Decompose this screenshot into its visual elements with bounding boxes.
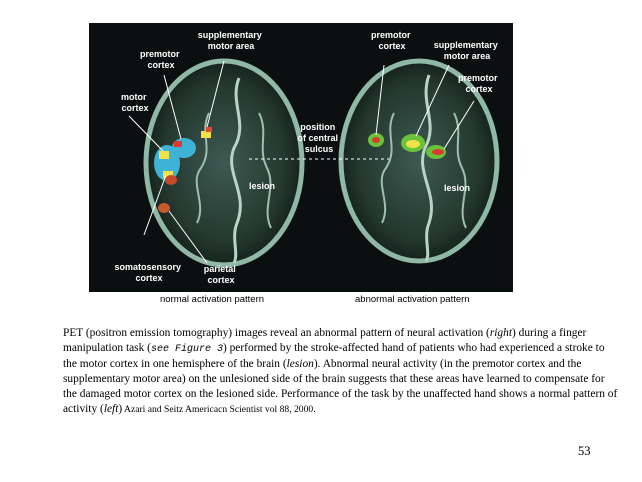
text-segment: ): [118, 402, 123, 415]
label-premotor-left: premotor cortex: [139, 49, 180, 70]
text-segment: PET (positron emission tomography) images reveal an abnormal pattern of neural activation (: [63, 327, 490, 339]
label-supplementary-motor-left: supplementary motor area: [197, 30, 262, 51]
text-segment: ). Abnormal neural activity (in the premotor cortex and the supplementary motor area) on the unlesioned side of the brain suggests that these areas have learned to compensate for the damaged motor cortex on the lesioned side. Performance of the task by the unaffected hand shows a normal pattern of activity (: [63, 358, 618, 415]
label-premotor-right: premotor cortex: [457, 73, 498, 94]
label-parietal: parietal cortex: [203, 264, 236, 285]
label-premotor-right-top: premotor cortex: [370, 30, 411, 51]
text-segment: ) performed by the stroke-affected hand of patients who had experienced a stroke to the motor cortex in one hemisphere of the brain (: [63, 341, 605, 371]
citation: Azari and Seitz Americacn Scientist vol 88, 2000.: [122, 403, 316, 415]
text-italic-right: right: [489, 327, 512, 339]
label-central-sulcus: position of central sulcus: [297, 122, 338, 154]
pet-scan-figure: [89, 23, 513, 292]
label-lesion-left: lesion: [249, 181, 276, 191]
label-lesion-right: lesion: [444, 183, 471, 193]
label-motor-cortex-left: motor cortex: [120, 92, 149, 113]
text-italic-see-figure: see Figure 3: [150, 343, 223, 355]
pet-scan-image: [89, 23, 513, 292]
label-somatosensory: somatosensory cortex: [114, 262, 182, 283]
body-paragraph: [63, 326, 619, 417]
text-italic-lesion: lesion: [286, 358, 314, 371]
label-supplementary-motor-right: supplementary motor area: [433, 40, 498, 61]
text-segment: ) during a finger manipulation task (: [63, 327, 587, 354]
left-brain-scan: [146, 61, 302, 265]
caption-abnormal-activation: abnormal activation pattern: [355, 294, 470, 305]
caption-normal-activation: normal activation pattern: [160, 294, 265, 305]
text-italic-left: left: [103, 402, 119, 415]
page-number: 53: [578, 444, 591, 458]
